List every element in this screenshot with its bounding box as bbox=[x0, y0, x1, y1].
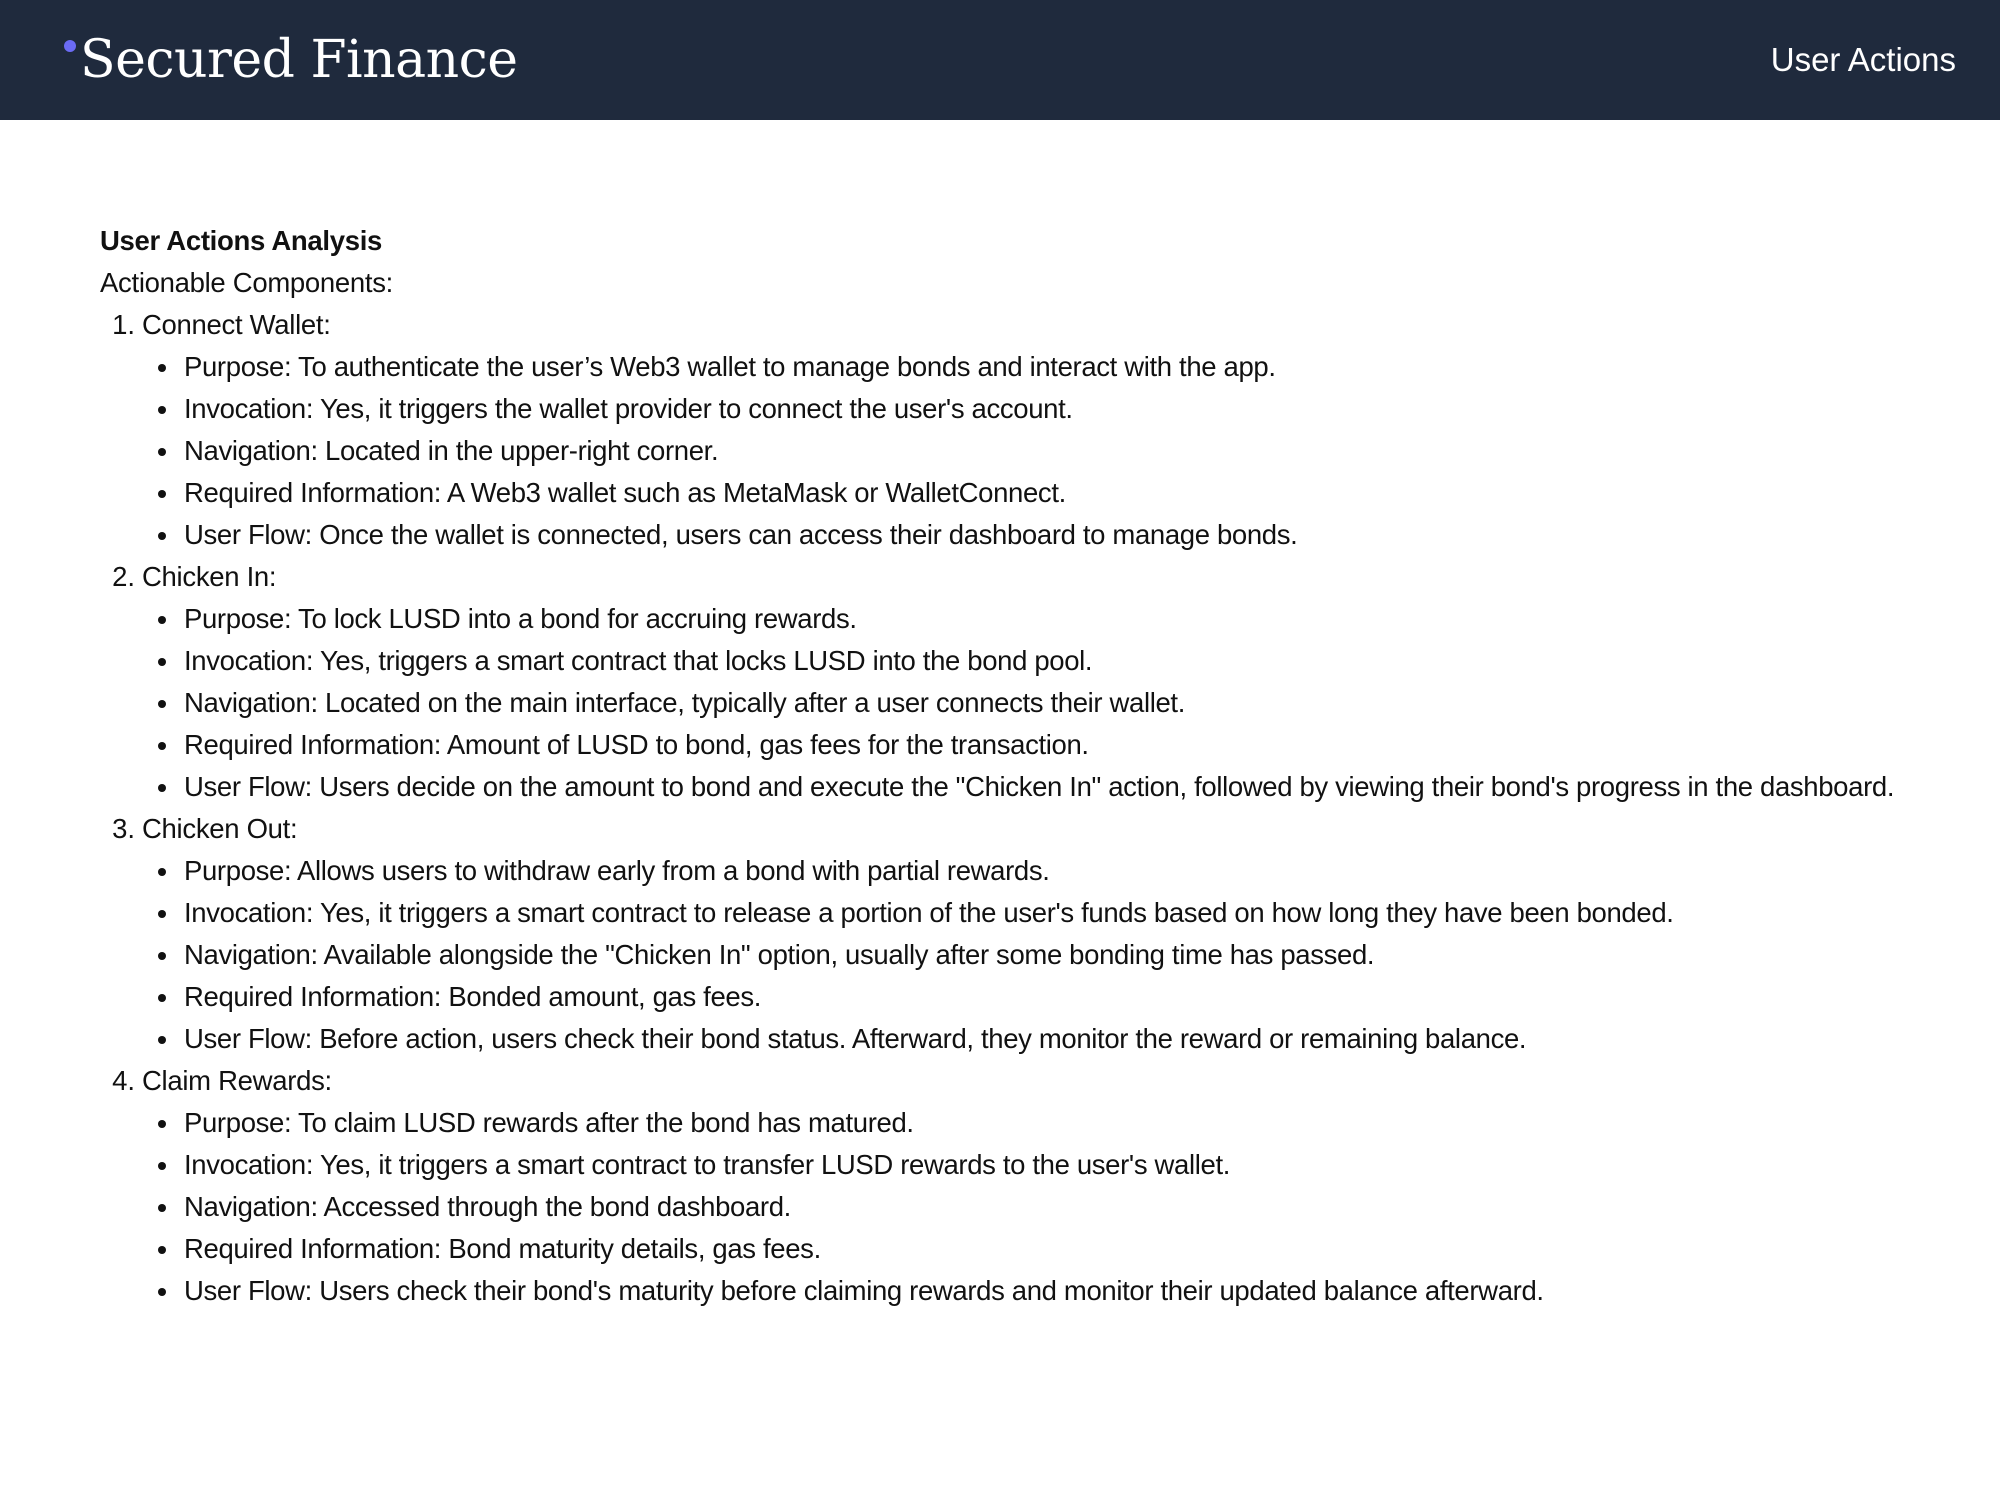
list-item: Invocation: Yes, triggers a smart contract that locks LUSD into the bond pool. bbox=[184, 640, 1920, 682]
list-item: Navigation: Available alongside the "Chicken In" option, usually after some bonding time has passed. bbox=[184, 934, 1920, 976]
section-title: Chicken Out: bbox=[142, 813, 298, 844]
section-number: 1. bbox=[112, 309, 135, 340]
page-title: User Actions Analysis bbox=[100, 225, 383, 256]
list-item: Invocation: Yes, it triggers a smart contract to release a portion of the user's funds based on how long they have been bonded. bbox=[184, 892, 1920, 934]
nav-link-user-actions[interactable]: User Actions bbox=[1770, 41, 1956, 78]
list-item: Purpose: To lock LUSD into a bond for accruing rewards. bbox=[184, 598, 1920, 640]
list-item: Navigation: Located on the main interface, typically after a user connects their wallet. bbox=[184, 682, 1920, 724]
list-item: Required Information: Amount of LUSD to bond, gas fees for the transaction. bbox=[184, 724, 1920, 766]
detail-list bbox=[142, 598, 1920, 808]
list-item: Purpose: Allows users to withdraw early from a bond with partial rewards. bbox=[184, 850, 1920, 892]
action-section-claim-rewards bbox=[112, 1060, 1920, 1312]
top-bar bbox=[0, 0, 2000, 120]
list-item: User Flow: Once the wallet is connected, users can access their dashboard to manage bonds. bbox=[184, 514, 1920, 556]
list-item: Navigation: Accessed through the bond dashboard. bbox=[184, 1186, 1920, 1228]
action-section-connect-wallet bbox=[112, 304, 1920, 556]
list-item: Purpose: To authenticate the user’s Web3 wallet to manage bonds and interact with the app. bbox=[184, 346, 1920, 388]
list-item: Navigation: Located in the upper-right corner. bbox=[184, 430, 1920, 472]
list-item: Purpose: To claim LUSD rewards after the bond has matured. bbox=[184, 1102, 1920, 1144]
list-item: User Flow: Before action, users check their bond status. Afterward, they monitor the reward or remaining balance. bbox=[184, 1018, 1920, 1060]
logo-dot-icon bbox=[64, 40, 76, 52]
list-item: Required Information: Bonded amount, gas fees. bbox=[184, 976, 1920, 1018]
detail-list bbox=[142, 850, 1920, 1060]
brand-logo[interactable]: Secured Finance bbox=[80, 30, 518, 90]
list-item: Required Information: Bond maturity details, gas fees. bbox=[184, 1228, 1920, 1270]
list-item: Invocation: Yes, it triggers a smart contract to transfer LUSD rewards to the user's wallet. bbox=[184, 1144, 1920, 1186]
section-number: 2. bbox=[112, 561, 135, 592]
action-section-chicken-out bbox=[112, 808, 1920, 1060]
section-number: 4. bbox=[112, 1065, 135, 1096]
main-content bbox=[100, 220, 1920, 1312]
detail-list bbox=[142, 1102, 1920, 1312]
action-section-chicken-in bbox=[112, 556, 1920, 808]
list-item: Required Information: A Web3 wallet such as MetaMask or WalletConnect. bbox=[184, 472, 1920, 514]
section-title: Claim Rewards: bbox=[142, 1065, 332, 1096]
list-item: Invocation: Yes, it triggers the wallet provider to connect the user's account. bbox=[184, 388, 1920, 430]
section-subheading: Actionable Components: bbox=[100, 267, 394, 298]
section-title: Chicken In: bbox=[142, 561, 277, 592]
detail-list bbox=[142, 346, 1920, 556]
section-number: 3. bbox=[112, 813, 135, 844]
actions-list bbox=[100, 304, 1920, 1312]
section-title: Connect Wallet: bbox=[142, 309, 331, 340]
list-item: User Flow: Users decide on the amount to bond and execute the "Chicken In" action, followed by viewing their bond's progress in the dashboard. bbox=[184, 766, 1920, 808]
list-item: User Flow: Users check their bond's maturity before claiming rewards and monitor their updated balance afterward. bbox=[184, 1270, 1920, 1312]
